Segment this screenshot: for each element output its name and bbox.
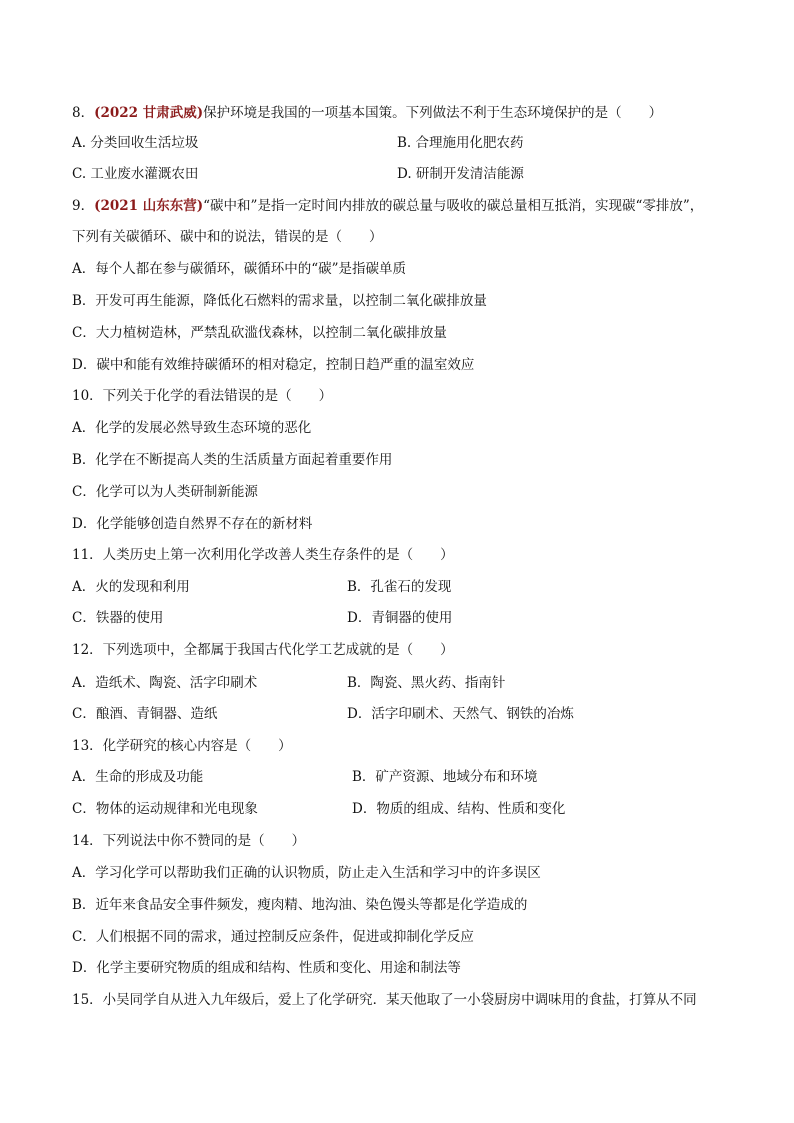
question-15-stem: 15．小吴同学自从进入九年级后，爱上了化学研究．某天他取了一小袋厨房中调味用的食盐，打算从不同 xyxy=(72,992,697,1008)
option-d: D．碳中和能有效维持碳循环的相对稳定，控制日趋严重的温室效应 xyxy=(72,357,475,373)
option-b: B．陶瓷、黑火药、指南针 xyxy=(347,675,506,691)
option-c: C．化学可以为人类研制新能源 xyxy=(72,484,258,500)
question-number: 8． xyxy=(72,105,95,121)
option-b: B．孔雀石的发现 xyxy=(347,579,452,595)
option-d: D．化学主要研究物质的组成和结构、性质和变化、用途和制法等 xyxy=(72,960,461,976)
option-c: C．物体的运动规律和光电现象 xyxy=(72,801,258,817)
option-b: B．开发可再生能源，降低化石燃料的需求量，以控制二氧化碳排放量 xyxy=(72,293,487,309)
option-c: C．铁器的使用 xyxy=(72,610,164,626)
option-a: A. 分类回收生活垃圾 xyxy=(72,135,199,151)
option-d: D．化学能够创造自然界不存在的新材料 xyxy=(72,516,313,532)
question-text: 保护环境是我国的一项基本国策。下列做法不利于生态环境保护的是（ ） xyxy=(203,105,663,121)
option-a: A．化学的发展必然导致生态环境的恶化 xyxy=(72,420,312,436)
option-c: C．酿酒、青铜器、造纸 xyxy=(72,706,218,722)
question-8-stem xyxy=(72,104,732,122)
option-c: C．人们根据不同的需求，通过控制反应条件，促进或抑制化学反应 xyxy=(72,929,474,945)
question-9-stem xyxy=(72,197,732,215)
option-b: B．近年来食品安全事件频发，瘦肉精、地沟油、染色馒头等都是化学造成的 xyxy=(72,897,528,913)
question-14-stem: 14．下列说法中你不赞同的是（ ） xyxy=(72,833,306,849)
option-a: A．造纸术、陶瓷、活字印刷术 xyxy=(72,675,258,691)
question-9-stem-cont: 下列有关碳循环、碳中和的说法，错误的是（ ） xyxy=(72,229,383,245)
option-d: D．活字印刷术、天然气、钢铁的冶炼 xyxy=(347,706,574,722)
question-number: 9． xyxy=(72,198,95,214)
option-b: B．化学在不断提高人类的生活质量方面起着重要作用 xyxy=(72,452,393,468)
option-d: D. 研制开发清洁能源 xyxy=(397,166,524,182)
question-10-stem: 10．下列关于化学的看法错误的是（ ） xyxy=(72,388,333,404)
option-a: A．生命的形成及功能 xyxy=(72,769,204,785)
option-a: A．学习化学可以帮助我们正确的认识物质，防止走入生活和学习中的许多误区 xyxy=(72,865,541,881)
question-source: (2022 甘肃武威) xyxy=(94,105,204,121)
question-12-stem: 12．下列选项中，全都属于我国古代化学工艺成就的是（ ） xyxy=(72,642,454,658)
option-d: D．物质的组成、结构、性质和变化 xyxy=(352,801,566,817)
question-source: (2021 山东东营) xyxy=(94,198,204,214)
option-a: A．每个人都在参与碳循环，碳循环中的“碳”是指碳单质 xyxy=(72,261,407,277)
option-a: A．火的发现和利用 xyxy=(72,579,190,595)
question-13-stem: 13．化学研究的核心内容是（ ） xyxy=(72,738,292,754)
question-text: “碳中和”是指一定时间内排放的碳总量与吸收的碳总量相互抵消，实现碳“零排放”， xyxy=(203,198,704,214)
option-b: B．矿产资源、地域分布和环境 xyxy=(352,769,538,785)
option-d: D．青铜器的使用 xyxy=(347,610,453,626)
option-b: B. 合理施用化肥农药 xyxy=(397,135,524,151)
option-c: C．大力植树造林，严禁乱砍滥伐森林，以控制二氧化碳排放量 xyxy=(72,325,447,341)
option-c: C. 工业废水灌溉农田 xyxy=(72,166,199,182)
question-11-stem: 11．人类历史上第一次利用化学改善人类生存条件的是（ ） xyxy=(72,547,454,563)
